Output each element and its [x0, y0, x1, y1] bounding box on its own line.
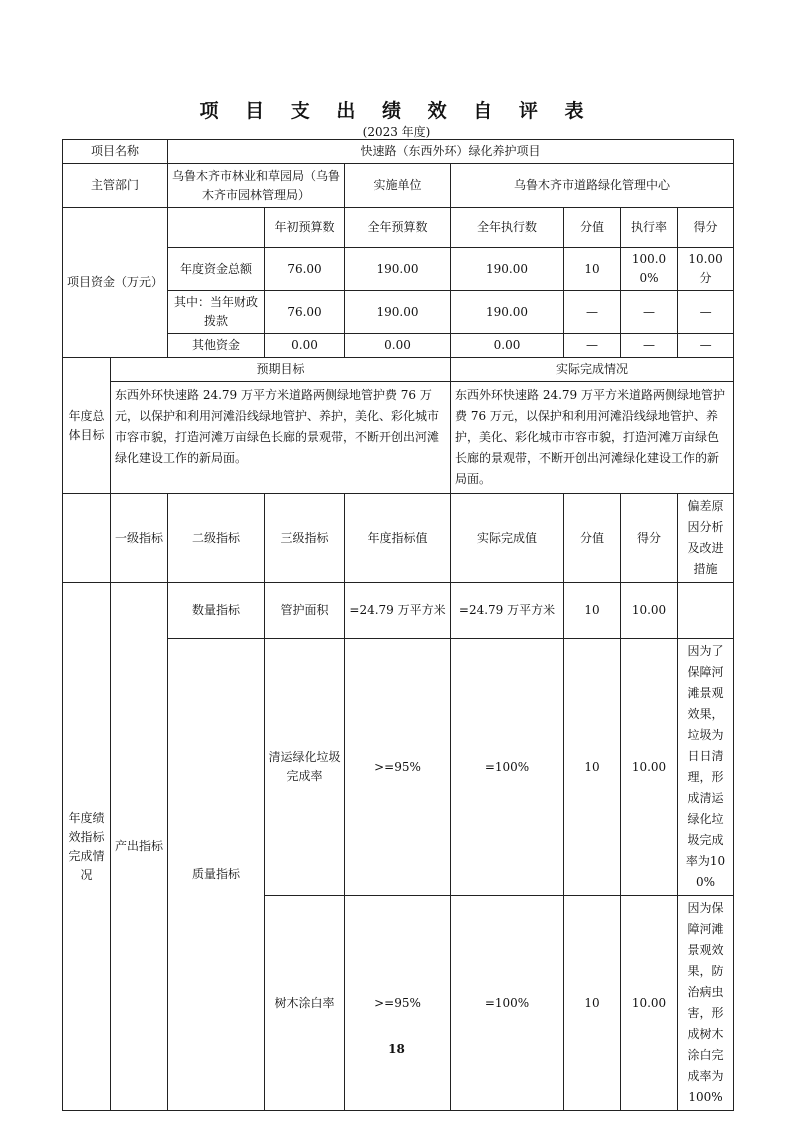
page-title: 项 目 支 出 绩 效 自 评 表 [199, 100, 594, 122]
funds-cell: 0.00 [265, 334, 345, 358]
funds-header-blank [168, 208, 265, 248]
funds-cell: 76.00 [265, 248, 345, 291]
project-name-label: 项目名称 [63, 140, 168, 164]
funds-cell: 190.00 [345, 248, 451, 291]
indicator-level3: 树木涂白率 [265, 896, 345, 1111]
indicator-score: 10 [564, 896, 621, 1111]
funds-row-name: 年度资金总额 [168, 248, 265, 291]
indicator-header-cell: 实际完成值 [451, 494, 564, 583]
funds-header-cell: 得分 [678, 208, 734, 248]
funds-cell: — [678, 334, 734, 358]
indicator-note: 因为保障河滩景观效果，防治病虫害，形成树木涂白完成率为 100% [678, 896, 734, 1111]
funds-header-cell: 年初预算数 [265, 208, 345, 248]
indicator-header-cell: 一级指标 [111, 494, 168, 583]
funds-header-cell: 全年执行数 [451, 208, 564, 248]
indicator-target: >=95% [345, 639, 451, 896]
funds-header-cell: 执行率 [621, 208, 678, 248]
indicator-actual: =100% [451, 639, 564, 896]
goals-label: 年度总体目标 [63, 358, 111, 494]
dept-value: 乌鲁木齐市林业和草园局（乌鲁木齐市园林管理局） [168, 164, 345, 208]
goals-expected-text: 东西外环快速路 24.79 万平方米道路两侧绿地管护费 76 万元，以保护和利用河滩沿线绿地管护、养护，美化、彩化城市市容市貌，打造河滩万亩绿色长廊的景观带，不断开创出河滩绿化建设工作的新局面。 [111, 382, 451, 494]
funds-cell: — [621, 291, 678, 334]
funds-header-cell: 分值 [564, 208, 621, 248]
funds-cell: 76.00 [265, 291, 345, 334]
funds-cell: — [564, 291, 621, 334]
goals-expected-label: 预期目标 [111, 358, 451, 382]
impl-value: 乌鲁木齐市道路绿化管理中心 [451, 164, 734, 208]
indicator-score: 10 [564, 639, 621, 896]
page-subtitle: (2023 年度) [362, 125, 431, 139]
funds-cell: 0.00 [451, 334, 564, 358]
indicator-header-cell: 分值 [564, 494, 621, 583]
indicator-note [678, 583, 734, 639]
indicator-target: =24.79 万平方米 [345, 583, 451, 639]
funds-label: 项目资金（万元） [63, 208, 168, 358]
indicator-header-cell: 三级指标 [265, 494, 345, 583]
impl-label: 实施单位 [345, 164, 451, 208]
indicator-level1: 产出指标 [111, 583, 168, 1111]
funds-cell: — [621, 334, 678, 358]
funds-cell: 0.00 [345, 334, 451, 358]
indicator-header-blank [63, 494, 111, 583]
indicator-score: 10 [564, 583, 621, 639]
indicator-header-cell: 二级指标 [168, 494, 265, 583]
indicator-note: 因为了保障河滩景观效果，垃圾为日日清理，形成清运绿化垃圾完成率为100% [678, 639, 734, 896]
funds-cell: — [564, 334, 621, 358]
indicator-header-cell: 偏差原因分析及改进措施 [678, 494, 734, 583]
indicator-header-cell: 年度指标值 [345, 494, 451, 583]
goals-actual-text: 东西外环快速路 24.79 万平方米道路两侧绿地管护费 76 万元，以保护和利用河滩沿线绿地管护、养护，美化、彩化城市市容市貌，打造河滩万亩绿色长廊的景观带，不断开创出河滩绿化建设工作的新局面。 [451, 382, 734, 494]
dept-label: 主管部门 [63, 164, 168, 208]
indicator-section-label: 年度绩效指标完成情况 [63, 583, 111, 1111]
indicator-level2: 质量指标 [168, 639, 265, 1111]
funds-cell: 190.00 [451, 291, 564, 334]
indicator-got: 10.00 [621, 583, 678, 639]
funds-header-cell: 全年预算数 [345, 208, 451, 248]
indicator-target: >=95% [345, 896, 451, 1111]
indicator-level3: 管护面积 [265, 583, 345, 639]
goals-actual-label: 实际完成情况 [451, 358, 734, 382]
indicator-got: 10.00 [621, 896, 678, 1111]
indicator-level3: 清运绿化垃圾完成率 [265, 639, 345, 896]
indicator-actual: =100% [451, 896, 564, 1111]
performance-table [62, 139, 734, 1111]
indicator-header-cell: 得分 [621, 494, 678, 583]
project-name-value: 快速路（东西外环）绿化养护项目 [168, 140, 734, 164]
indicator-level2: 数量指标 [168, 583, 265, 639]
funds-cell: 10 [564, 248, 621, 291]
funds-row-name: 其他资金 [168, 334, 265, 358]
funds-cell: — [678, 291, 734, 334]
funds-row-name: 其中：当年财政拨款 [168, 291, 265, 334]
funds-cell: 100.00% [621, 248, 678, 291]
page-number: 18 [388, 1042, 405, 1056]
funds-cell: 190.00 [345, 291, 451, 334]
indicator-got: 10.00 [621, 639, 678, 896]
indicator-actual: =24.79 万平方米 [451, 583, 564, 639]
funds-cell: 190.00 [451, 248, 564, 291]
funds-cell: 10.00 分 [678, 248, 734, 291]
